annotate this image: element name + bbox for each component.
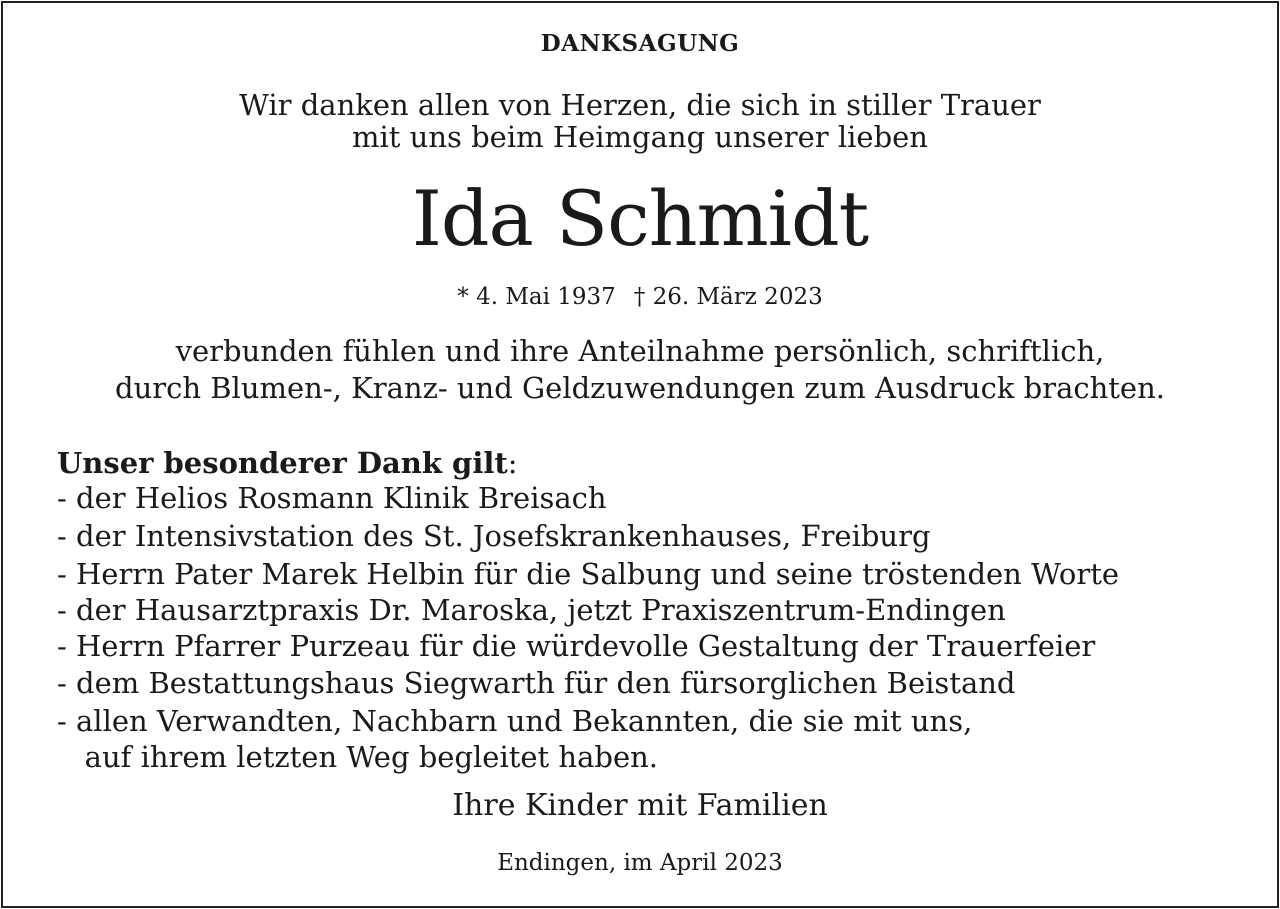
intro-line-2: mit uns beim Heimgang unserer lieben bbox=[352, 120, 928, 154]
thanks-item: - der Hausarztpraxis Dr. Maroska, jetzt Praxiszentrum-Endingen bbox=[57, 593, 1006, 627]
thanks-title bbox=[57, 445, 518, 481]
body-line-2: durch Blumen-, Kranz- und Geldzuwendungen zum Ausdruck brachten. bbox=[115, 371, 1165, 405]
intro-line-1: Wir danken allen von Herzen, die sich in stiller Trauer bbox=[239, 88, 1041, 122]
thanks-title-colon: : bbox=[507, 446, 518, 480]
life-dates bbox=[0, 283, 1280, 311]
signature: Ihre Kinder mit Familien bbox=[452, 788, 828, 823]
thanks-item: - der Intensivstation des St. Josefskrankenhauses, Freiburg bbox=[57, 519, 931, 553]
thanks-item: - der Helios Rosmann Klinik Breisach bbox=[57, 481, 607, 515]
notice-heading: DANKSAGUNG bbox=[540, 30, 740, 57]
place-date: Endingen, im April 2023 bbox=[497, 850, 783, 876]
thanks-item: - allen Verwandten, Nachbarn und Bekannten, die sie mit uns, bbox=[57, 704, 973, 738]
body-line-1: verbunden fühlen und ihre Anteilnahme persönlich, schriftlich, bbox=[175, 334, 1105, 368]
death-date: † 26. März 2023 bbox=[633, 284, 823, 310]
thanks-item: - Herrn Pfarrer Purzeau für die würdevolle Gestaltung der Trauerfeier bbox=[57, 629, 1096, 663]
birth-date: * 4. Mai 1937 bbox=[457, 284, 616, 310]
thanks-item: - Herrn Pater Marek Helbin für die Salbung und seine tröstenden Worte bbox=[57, 557, 1120, 591]
thanks-title-text: Unser besonderer Dank gilt bbox=[57, 446, 508, 480]
deceased-name: Ida Schmidt bbox=[411, 174, 869, 263]
thanks-item: - dem Bestattungshaus Siegwarth für den fürsorglichen Beistand bbox=[57, 666, 1016, 700]
thanks-item: auf ihrem letzten Weg begleitet haben. bbox=[57, 740, 659, 774]
